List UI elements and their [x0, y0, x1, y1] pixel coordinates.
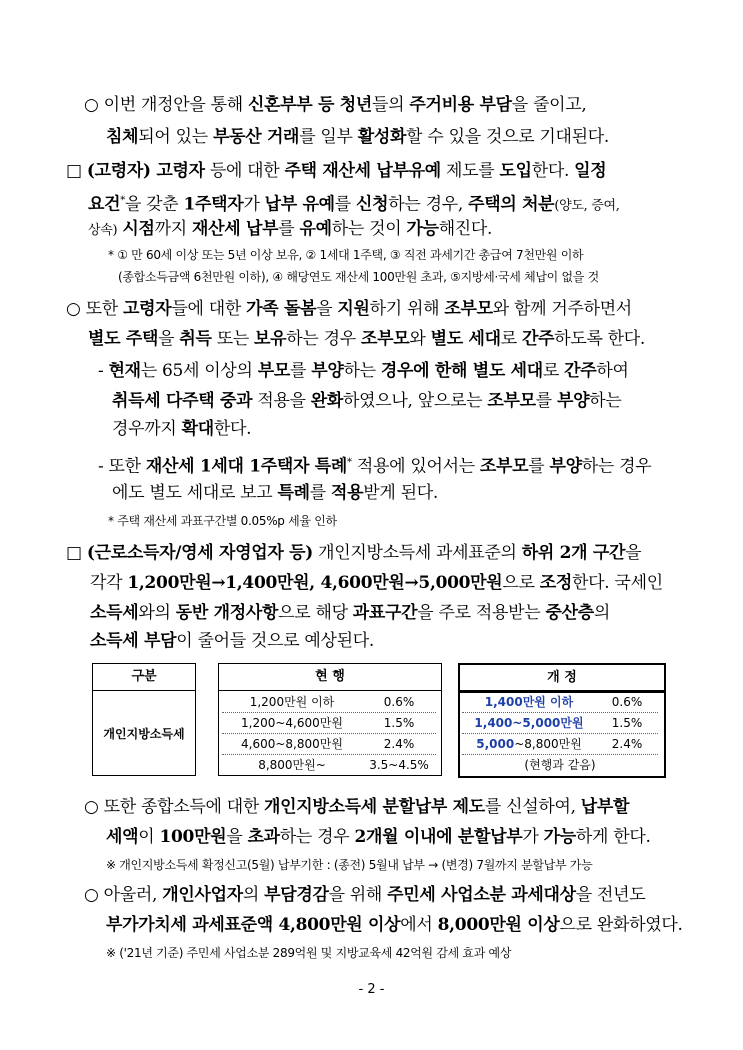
table-head-revised: 개 정	[458, 663, 666, 693]
table-cell-rate: 3.5~4.5%	[369, 758, 429, 772]
para6-line4: 소득세 부담이 줄어들 것으로 예상된다.	[90, 631, 374, 651]
table-row	[222, 755, 436, 775]
table-cell-same: (현행과 같음)	[524, 758, 596, 772]
para4-line1: - 현재는 65세 이상의 부모를 부양하는 경우에 한해 별도 세대로 간주하여	[98, 361, 629, 381]
table-row	[462, 713, 658, 734]
para1-line1: ○ 이번 개정안을 통해 신혼부부 등 청년들의 주거비용 부담을 줄이고,	[84, 95, 587, 115]
table-cell-rate: 2.4%	[611, 737, 643, 751]
table-cell-rate: 0.6%	[383, 695, 415, 709]
table-cell-range: 8,800만원~	[258, 758, 326, 772]
para6-line1: □ (근로소득자/영세 자영업자 등) 개인지방소득세 과세표준의 하위 2개 구간을	[66, 543, 642, 563]
para7-line1: ○ 또한 종합소득에 대한 개인지방소득세 분할납부 제도를 신설하여, 납부할	[84, 797, 630, 817]
table-cell-rate: 2.4%	[383, 737, 415, 751]
table-current-rows	[222, 692, 436, 775]
para2-note2: (종합소득금액 6천만원 이하), ④ 해당연도 재산세 100만원 초과, ⑤지방세·국세 체납이 없을 것	[118, 270, 599, 284]
para7-note: ※ 개인지방소득세 확정신고(5월) 납부기한 : (종전) 5월내 납부 → (변경) 7월까지 분할납부 가능	[106, 858, 593, 872]
table-cell-range: 1,200만원 이하	[249, 695, 335, 709]
table-row	[462, 734, 658, 755]
table-head-current: 현 행	[218, 663, 442, 691]
para1-line2: 침체되어 있는 부동산 거래를 일부 활성화할 수 있을 것으로 기대된다.	[106, 127, 610, 147]
para3-line2: 별도 주택을 취득 또는 보유하는 경우 조부모와 별도 세대로 간주하도록 한다.	[88, 329, 646, 349]
para4-line3: 경우까지 확대한다.	[112, 419, 252, 439]
table-row-label: 개인지방소득세	[92, 690, 196, 776]
table-cell-range: 5,000~8,800만원	[476, 737, 582, 751]
para8-line2: 부가가치세 과세표준액 4,800만원 이상에서 8,000만원 이상으로 완화하였다.	[106, 915, 683, 935]
para2-line3: 상속) 시점까지 재산세 납부를 유예하는 것이 가능해진다.	[88, 219, 493, 239]
table-row	[462, 755, 658, 775]
table-cell-range: 4,600~8,800만원	[241, 737, 343, 751]
table-cell-range: 1,200~4,600만원	[241, 716, 343, 730]
para2-line1: □ (고령자) 고령자 등에 대한 주택 재산세 납부유예 제도를 도입한다. 일정	[66, 161, 607, 181]
table-row	[222, 734, 436, 755]
para3-line1: ○ 또한 고령자들에 대한 가족 돌봄을 지원하기 위해 조부모와 함께 거주하면서	[66, 299, 632, 319]
para8-note: ※ ('21년 기준) 주민세 사업소분 289억원 및 지방교육세 42억원 감세 효과 예상	[106, 946, 512, 960]
table-head-category: 구분	[92, 663, 196, 691]
table-cell-rate: 1.5%	[611, 716, 643, 730]
table-cell-range: 1,400만원 이하	[484, 695, 574, 709]
para7-line2: 세액이 100만원을 초과하는 경우 2개월 이내에 분할납부가 가능하게 한다.	[106, 827, 651, 847]
para6-line3: 소득세와의 동반 개정사항으로 해당 과표구간을 주로 적용받는 중산층의	[90, 603, 610, 623]
para5-line2: 에도 별도 세대로 보고 특례를 적용받게 된다.	[112, 483, 438, 503]
para2-line2: 요건*을 갖춘 1주택자가 납부 유예를 신청하는 경우, 주택의 처분(양도, 증여,	[88, 194, 620, 215]
table-row	[462, 692, 658, 713]
para5-line1: - 또한 재산세 1세대 1주택자 특례* 적용에 있어서는 조부모를 부양하는 경우	[98, 456, 652, 477]
para2-note1: * ① 만 60세 이상 또는 5년 이상 보유, ② 1세대 1주택, ③ 직전 과세기간 총급여 7천만원 이하	[108, 248, 584, 262]
table-cell-rate: 1.5%	[383, 716, 415, 730]
para8-line1: ○ 아울러, 개인사업자의 부담경감을 위해 주민세 사업소분 과세대상을 전년도	[84, 885, 646, 905]
table-revised-rows	[462, 692, 658, 775]
para5-note: * 주택 재산세 과표구간별 0.05%p 세율 인하	[108, 514, 337, 528]
table-cell-rate: 0.6%	[611, 695, 643, 709]
para4-line2: 취득세 다주택 중과 적용을 완화하였으나, 앞으로는 조부모를 부양하는	[112, 391, 622, 411]
table-cell-range: 1,400~5,000만원	[474, 716, 584, 730]
page-number: - 2 -	[358, 982, 385, 997]
table-row	[222, 713, 436, 734]
table-row	[222, 692, 436, 713]
para6-line2: 각각 1,200만원→1,400만원, 4,600만원→5,000만원으로 조정한다. 국세인	[90, 573, 663, 593]
